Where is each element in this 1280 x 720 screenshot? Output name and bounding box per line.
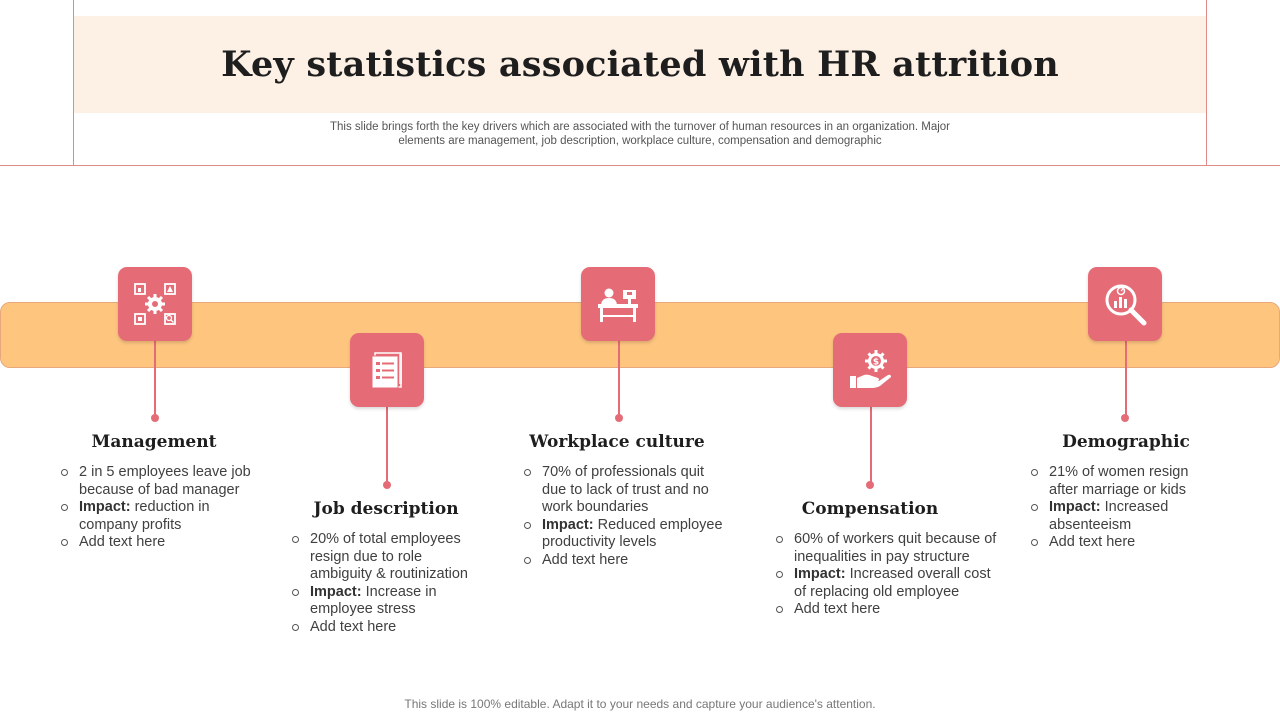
impact-label: Impact: — [794, 566, 846, 583]
bullet-list-management — [61, 464, 251, 552]
placeholder-text: Add text here — [1049, 534, 1136, 551]
heading-demographic: Demographic — [1062, 432, 1190, 452]
analytics-search-icon — [1102, 281, 1148, 327]
list-item — [524, 517, 729, 552]
list-item — [1031, 464, 1211, 499]
impact-text: Increased overall cost of replacing old employee — [794, 566, 991, 600]
stat-text: 2 in 5 employees leave job because of bad manager — [79, 464, 251, 498]
connector-dot — [151, 414, 159, 422]
list-item — [61, 499, 251, 534]
impact-text: Increase in employee stress — [310, 583, 437, 618]
page-title: Key statistics associated with HR attrition — [221, 44, 1059, 85]
icon-box-workplace-culture — [581, 267, 655, 341]
connector-line — [1125, 340, 1127, 418]
impact-label: Impact: — [79, 499, 131, 516]
list-item — [1031, 534, 1211, 552]
connector-dot — [866, 481, 874, 489]
connector-dot — [1121, 414, 1129, 422]
stat-text: 60% of workers quit because of inequalities in pay structure — [794, 531, 997, 565]
heading-workplace-culture: Workplace culture — [529, 432, 705, 452]
icon-box-demographic — [1088, 267, 1162, 341]
document-icon — [365, 348, 409, 392]
placeholder-text: Add text here — [79, 534, 166, 551]
stat-text: 20% of total employees resign due to role ambiguity & routinization — [310, 531, 468, 583]
impact-label: Impact: — [310, 583, 362, 600]
list-item — [292, 584, 487, 619]
list-item — [292, 619, 487, 637]
impact-text: reduction in company profits — [79, 499, 210, 533]
list-item — [776, 531, 1006, 566]
connector-line — [386, 406, 388, 485]
connector-line — [618, 340, 620, 418]
impact-label: Impact: — [1049, 499, 1101, 516]
page-subtitle: This slide brings forth the key drivers which are associated with the turnover of human resources in an organization. Major elements are management, job description, workplace culture, compensation and demographic — [329, 121, 951, 147]
management-icon — [133, 282, 177, 326]
connector-dot — [383, 481, 391, 489]
connector-line — [870, 406, 872, 485]
list-item — [524, 464, 729, 517]
footer-note: This slide is 100% editable. Adapt it to your needs and capture your audience's attention. — [404, 697, 876, 711]
stat-text: 70% of professionals quit due to lack of trust and no work boundaries — [542, 464, 709, 516]
connector-line — [154, 340, 156, 418]
impact-text: Increased absenteeism — [1049, 499, 1169, 533]
stat-text: 21% of women resign after marriage or kids — [1049, 464, 1189, 498]
placeholder-text: Add text here — [794, 601, 881, 618]
money-hand-icon — [846, 348, 894, 392]
placeholder-text: Add text here — [310, 618, 397, 635]
svg-text:$: $ — [872, 357, 880, 368]
heading-compensation: Compensation — [801, 499, 939, 519]
list-item — [524, 552, 729, 570]
heading-management: Management — [91, 432, 217, 452]
heading-job-description: Job description — [313, 499, 459, 519]
icon-box-management — [118, 267, 192, 341]
bullet-list-workplace-culture — [524, 464, 729, 570]
impact-text: Reduced employee productivity levels — [542, 516, 723, 551]
icon-box-compensation — [833, 333, 907, 407]
list-item — [61, 534, 251, 552]
icon-box-job-description — [350, 333, 424, 407]
list-item — [1031, 499, 1211, 534]
bullet-list-job-description — [292, 531, 487, 637]
list-item — [776, 601, 1006, 619]
bullet-list-demographic — [1031, 464, 1211, 552]
list-item — [292, 531, 487, 584]
list-item — [776, 566, 1006, 601]
bullet-list-compensation — [776, 531, 1006, 619]
title-band — [74, 16, 1206, 113]
connector-dot — [615, 414, 623, 422]
impact-label: Impact: — [542, 516, 594, 533]
office-desk-icon — [595, 282, 641, 326]
header-divider — [0, 165, 1280, 166]
list-item — [61, 464, 251, 499]
placeholder-text: Add text here — [542, 551, 629, 568]
